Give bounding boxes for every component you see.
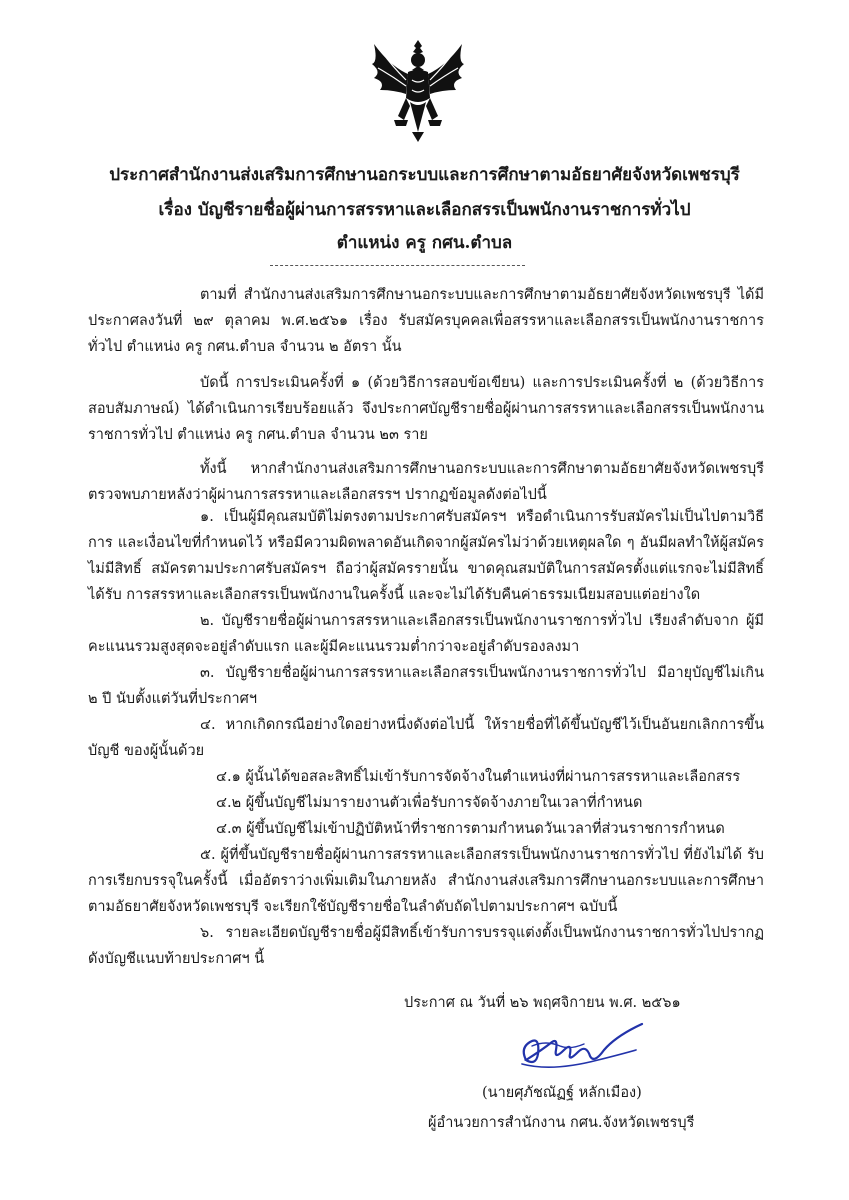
list-subitem-4-1: ๔.๑ ผู้นั้นได้ขอสละสิทธิ์ไม่เข้ารับการจัดจ้างในตำแหน่งที่ผ่านการสรรหาและเลือกสรร [216,769,741,785]
garuda-emblem-icon [368,36,468,144]
list-subitem-4-3: ๔.๓ ผู้ขึ้นบัญชีไม่เข้าปฏิบัติหน้าที่ราชการตามกำหนดวันเวลาที่ส่วนราชการกำหนด [216,821,725,837]
list-item-5: ๕. ผู้ที่ขึ้นบัญชีรายชื่อผู้ผ่านการสรรหาและเลือกสรรเป็นพนักงานราชการทั่วไป ที่ยังไม่ได้ รับการเรียกบรรจุในครั้งนี้ เมื่ออัตราว่างเพิ่มเติมในภายหลัง สำนักงานส่งเสริมการศึกษานอกระบบและการศึกษา ตามอัธยาศัยจังหวัดเพชรบุรี จะเรียกใช้บัญชีรายชื่อในลำดับถัดไปตามประกาศฯ ฉบับนี้ [88,847,764,915]
list-item-6: ๖. รายละเอียดบัญชีรายชื่อผู้มีสิทธิ์เข้ารับการบรรจุแต่งตั้งเป็นพนักงานราชการทั่วไปปรากฏ ดังบัญชีแนบท้ายประกาศฯ นี้ [88,925,764,967]
list-item-1: ๑. เป็นผู้มีคุณสมบัติไม่ตรงตามประกาศรับสมัครฯ หรือดำเนินการรับสมัครไม่เป็นไปตามวิธีการ และเงื่อนไขที่กำหนดไว้ หรือมีความผิดพลาดอันเกิดจากผู้สมัครไม่ว่าด้วยเหตุผลใด ๆ อันมีผลทำให้ผู้สมัครไม่มีสิทธิ์ สมัครตามประกาศรับสมัครฯ ถือว่าผู้สมัครรายนั้น ขาดคุณสมบัติในการสมัครตั้งแต่แรกจะไม่มีสิทธิ์ได้รับ การสรรหาและเลือกสรรเป็นพนักงานในครั้งนี้ และจะไม่ได้รับคืนค่าธรรมเนียมสอบแต่อย่างใด [88,509,764,603]
title-divider [270,265,525,266]
announcement-title: ประกาศสำนักงานส่งเสริมการศึกษานอกระบบและการศึกษาตามอัธยาศัยจังหวัดเพชรบุรี [109,165,740,185]
paragraph-result: บัดนี้ การประเมินครั้งที่ ๑ (ด้วยวิธีการสอบข้อเขียน) และการประเมินครั้งที่ ๒ (ด้วยวิธีการสอบสัมภาษณ์) ได้ดำเนินการเรียบร้อยแล้ว จึงประกาศบัญชีรายชื่อผู้ผ่านการสรรหาและเลือกสรรเป็นพนักงานราชการทั่วไป ตำแหน่ง ครู กศน.ตำบล จำนวน ๒๓ ราย [88,375,764,443]
handwritten-signature [512,1020,654,1082]
signer-name: (นายศุภัชณัฏฐ์ หลักเมือง) [482,1085,642,1101]
announcement-date: ประกาศ ณ วันที่ ๒๖ พฤศจิกายน พ.ศ. ๒๕๖๑ [404,995,681,1011]
paragraph-intro: ตามที่ สำนักงานส่งเสริมการศึกษานอกระบบและการศึกษาตามอัธยาศัยจังหวัดเพชรบุรี ได้มีประกาศลงวันที่ ๒๙ ตุลาคม พ.ศ.๒๕๖๑ เรื่อง รับสมัครบุคคลเพื่อสรรหาและเลือกสรรเป็นพนักงานราชการทั่วไป ตำแหน่ง ครู กศน.ตำบล จำนวน ๒ อัตรา นั้น [88,287,764,355]
list-item-4: ๔. หากเกิดกรณีอย่างใดอย่างหนึ่งดังต่อไปนี้ ให้รายชื่อที่ได้ขึ้นบัญชีไว้เป็นอันยกเลิกการขึ้นบัญชี ของผู้นั้นด้วย [88,717,764,759]
announcement-subject: เรื่อง บัญชีรายชื่อผู้ผ่านการสรรหาและเลือกสรรเป็นพนักงานราชการทั่วไป [158,200,691,220]
signer-position: ผู้อำนวยการสำนักงาน กศน.จังหวัดเพชรบุรี [428,1115,695,1131]
list-subitem-4-2: ๔.๒ ผู้ขึ้นบัญชีไม่มารายงานตัวเพื่อรับการจัดจ้างภายในเวลาที่กำหนด [216,795,643,811]
list-item-2: ๒. บัญชีรายชื่อผู้ผ่านการสรรหาและเลือกสรรเป็นพนักงานราชการทั่วไป เรียงลำดับจาก ผู้มีคะแนนรวมสูงสุดจะอยู่ลำดับแรก และผู้มีคะแนนรวมต่ำกว่าจะอยู่ลำดับรองลงมา [88,613,764,655]
paragraph-conditions: ทั้งนี้ หากสำนักงานส่งเสริมการศึกษานอกระบบและการศึกษาตามอัธยาศัยจังหวัดเพชรบุรี ตรวจพบภายหลังว่าผู้ผ่านการสรรหาและเลือกสรรฯ ปรากฏข้อมูลดังต่อไปนี้ [88,461,764,503]
announcement-position: ตำแหน่ง ครู กศน.ตำบล [336,233,513,253]
list-item-3: ๓. บัญชีรายชื่อผู้ผ่านการสรรหาและเลือกสรรเป็นพนักงานราชการทั่วไป มีอายุบัญชีไม่เกิน ๒ ปี นับตั้งแต่วันที่ประกาศฯ [88,665,764,707]
